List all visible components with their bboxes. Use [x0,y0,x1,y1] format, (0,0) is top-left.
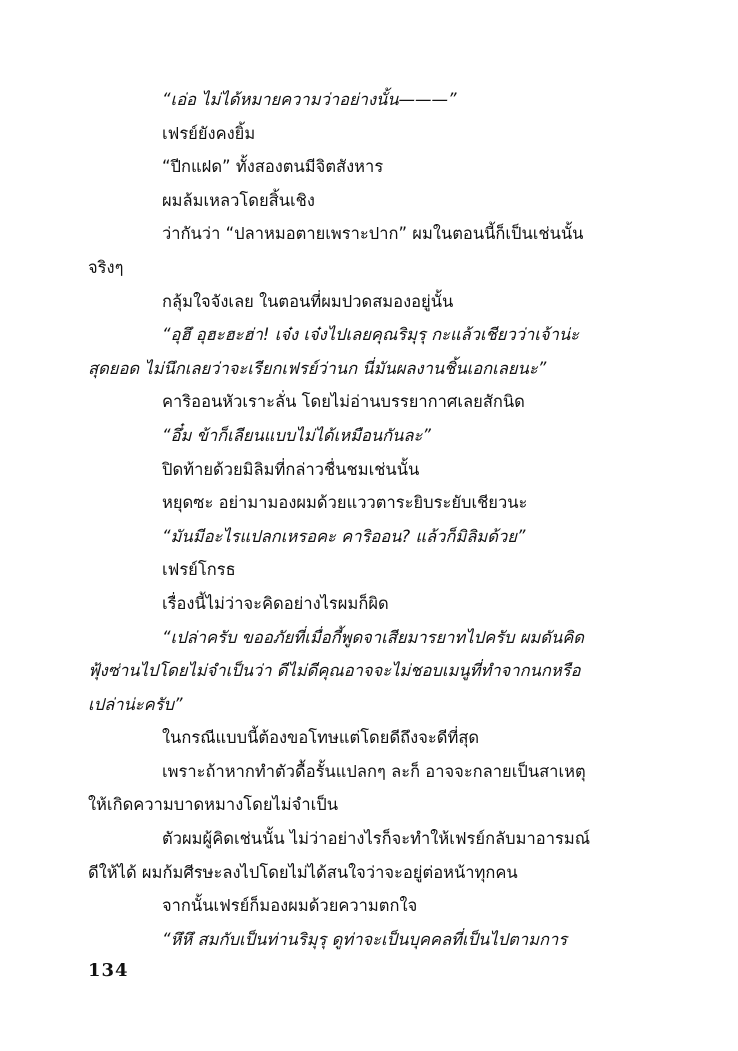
dialogue-line: “เปล่าครับ ขออภัยที่เมื่อกี้พูดจาเสียมารยาทไปครับ ผมดันคิด [162,627,584,647]
narration-line: คาริออนหัวเราะลั่น โดยไม่อ่านบรรยากาศเลยสักนิด [162,392,525,412]
narration-line: เรื่องนี้ไม่ว่าจะคิดอย่างไรผมก็ผิด [162,593,389,613]
narration-line: จริงๆ [88,257,124,277]
narration-line: ว่ากันว่า “ปลาหมอตายเพราะปาก” ผมในตอนนี้ก็เป็นเช่นนั้น [162,224,584,244]
dialogue-line: “อุฮึ อุฮะฮะฮ่า! เจ๋ง เจ๋งไปเลยคุณริมุรุ กะแล้วเชียวว่าเจ้าน่ะ [162,325,579,345]
body-text [88,83,654,956]
narration-line: ปิดท้ายด้วยมิลิมที่กล่าวชื่นชมเช่นนั้น [162,459,420,479]
narration-line: เฟรย์โกรธ [162,560,236,580]
narration-line: เพราะถ้าหากทำตัวดื้อรั้นแปลกๆ ละก็ อาจจะกลายเป็นสาเหตุ [162,761,586,781]
dialogue-line: สุดยอด ไม่นึกเลยว่าจะเรียกเฟรย์ว่านก นี่มันผลงานชิ้นเอกเลยนะ” [88,358,547,378]
narration-line: ให้เกิดความบาดหมางโดยไม่จำเป็น [88,795,338,815]
narration-line: กลุ้มใจจังเลย ในตอนที่ผมปวดสมองอยู่นั้น [162,291,454,311]
narration-line: ในกรณีแบบนี้ต้องขอโทษแต่โดยดีถึงจะดีที่สุด [162,728,480,748]
narration-line: ตัวผมผู้คิดเช่นนั้น ไม่ว่าอย่างไรก็จะทำให้เฟรย์กลับมาอารมณ์ [162,829,591,849]
narration-line: เฟรย์ยังคงยิ้ม [162,123,256,143]
dialogue-line: เปล่าน่ะครับ” [88,694,183,714]
narration-line: “ปีกแฝด” ทั้งสองตนมีจิตสังหาร [162,157,384,177]
page-number: 134 [88,960,129,981]
narration-line: ผมล้มเหลวโดยสิ้นเชิง [162,190,315,210]
narration-line: ดีให้ได้ ผมก้มศีรษะลงไปโดยไม่ได้สนใจว่าจะอยู่ต่อหน้าทุกคน [88,862,518,882]
dialogue-line: “มันมีอะไรแปลกเหรอคะ คาริออน? แล้วก็มิลิมด้วย” [162,526,526,546]
narration-line: จากนั้นเฟรย์ก็มองผมด้วยความตกใจ [162,896,418,916]
dialogue-line: “อึ๋ม ข้าก็เลียนแบบไม่ได้เหมือนกันละ” [162,425,431,445]
dialogue-line: “เอ่อ ไม่ได้หมายความว่าอย่างนั้น———” [162,90,457,109]
dialogue-line: ฟุ้งซ่านไปโดยไม่จำเป็นว่า ดีไม่ดีคุณอาจจะไม่ชอบเมนูที่ทำจากนกหรือ [88,661,581,681]
dialogue-line: “หึหึ สมกับเป็นท่านริมุรุ ดูท่าจะเป็นบุคคลที่เป็นไปตามการ [162,929,568,949]
narration-line: หยุดซะ อย่ามามองผมด้วยแววตาระยิบระยับเชียวนะ [162,493,528,513]
